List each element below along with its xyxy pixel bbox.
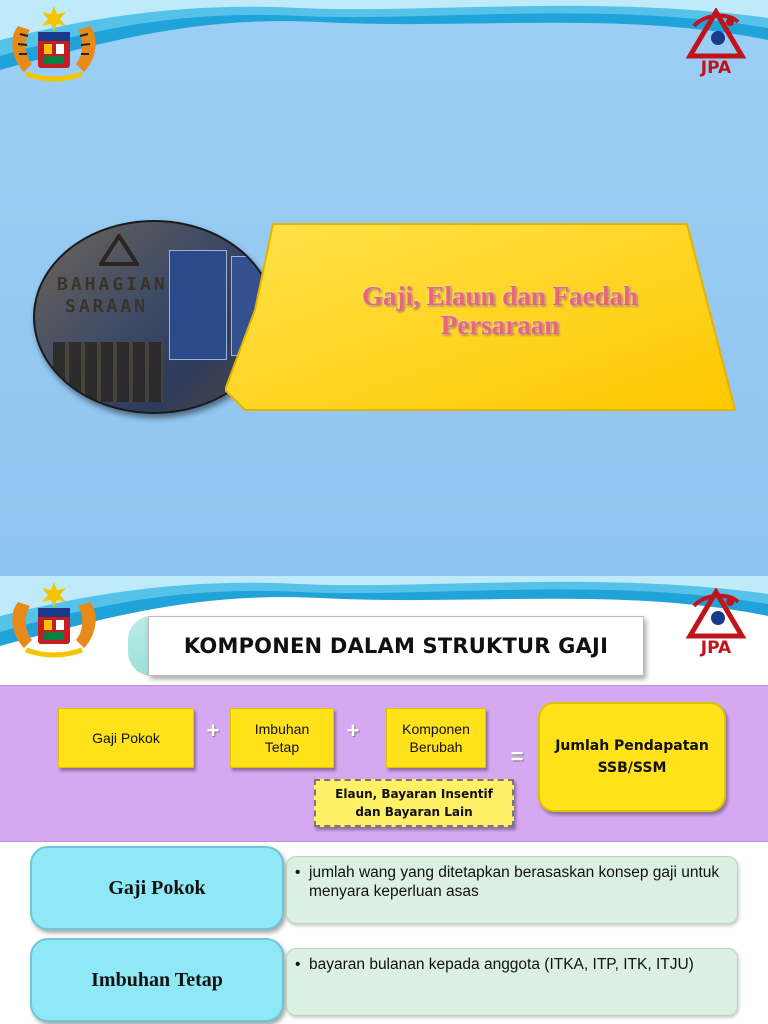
jumlah-pendapatan-line1: Jumlah Pendapatan — [555, 738, 709, 754]
slide-heading: KOMPONEN DALAM STRUKTUR GAJI — [183, 634, 609, 658]
jumlah-pendapatan-line2: SSB/SSM — [597, 760, 667, 776]
jpa-emblem-icon — [684, 8, 748, 60]
komponen-berubah-line1: Komponen — [402, 721, 470, 737]
komponen-slide — [0, 576, 768, 1024]
photo-sign-line1: BAHAGIAN — [57, 274, 168, 295]
definition-description-box — [286, 856, 738, 924]
elaun-note-box — [314, 779, 514, 827]
definition-description: bayaran bulanan kepada anggota (ITKA, ITP, ITK, ITJU) — [309, 956, 694, 973]
definition-row-imbuhan-tetap — [0, 938, 768, 1022]
jpa-label: JPA — [700, 58, 732, 78]
header-wave — [0, 0, 768, 90]
imbuhan-tetap-box — [230, 708, 334, 768]
bullet-icon: • — [295, 864, 301, 881]
elaun-note-line1: Elaun, Bayaran Insentif — [335, 787, 493, 801]
imbuhan-tetap-line2: Tetap — [264, 739, 300, 755]
imbuhan-tetap-line1: Imbuhan — [254, 721, 310, 737]
malaysia-coat-of-arms-icon — [6, 4, 102, 84]
photo-name-plates — [53, 342, 163, 402]
photo-notice-board — [169, 250, 227, 360]
heading-box — [148, 616, 644, 676]
jpa-logo — [684, 8, 748, 78]
photo-jpa-emblem-icon — [99, 234, 139, 266]
komponen-berubah-box — [386, 708, 486, 768]
photo-sign-line2: SARAAN — [65, 296, 149, 317]
slide-title — [300, 282, 700, 340]
plus-icon-1: + — [206, 718, 220, 743]
gaji-pokok-label: Gaji Pokok — [92, 730, 160, 746]
gaji-pokok-box — [58, 708, 194, 768]
jpa-emblem-icon-2 — [684, 588, 748, 640]
jpa-label-2: JPA — [700, 638, 732, 658]
definition-description: jumlah wang yang ditetapkan berasaskan konsep gaji untuk menyara keperluan asas — [309, 864, 720, 900]
definition-term: Gaji Pokok — [30, 846, 284, 930]
definition-description-box — [286, 948, 738, 1016]
slide-title-line2: Persaraan — [440, 310, 560, 340]
komponen-berubah-line2: Berubah — [409, 739, 463, 755]
slide-title-line1: Gaji, Elaun dan Faedah — [361, 281, 639, 311]
equals-icon: = — [510, 744, 524, 769]
bullet-icon: • — [295, 956, 301, 973]
formula-band — [0, 685, 768, 842]
plus-icon-2: + — [346, 718, 360, 743]
jpa-logo-2 — [684, 588, 748, 658]
definition-term: Imbuhan Tetap — [30, 938, 284, 1022]
jumlah-pendapatan-box — [538, 702, 726, 812]
definition-row-gaji-pokok — [0, 846, 768, 930]
malaysia-coat-of-arms-icon-2 — [6, 580, 102, 660]
elaun-note-line2: dan Bayaran Lain — [355, 805, 473, 819]
